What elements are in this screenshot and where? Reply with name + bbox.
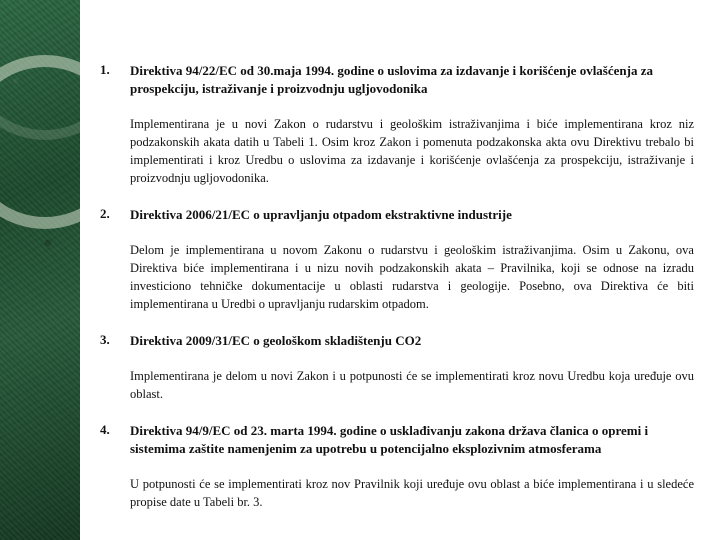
directive-heading: Direktiva 94/9/EC od 23. marta 1994. godine o usklađivanju zakona država članica o opremi i sistemima zaštite namenjenim za upotrebu u potencijalno eksplozivnim atmosferama (130, 423, 649, 456)
directive-item-4 (100, 422, 694, 511)
directive-description: Delom je implementirana u novom Zakonu o rudarstvu i geološkim istraživanjima. Osim u Zakonu, ova Direktiva biće implementirana i u nizu novih podzakonskih akata – Pravilnika, koji se odnose na izradu investiciono tehničke dokumentacije u oblasti rudarstva i geologije. Posebno, ova Direktiva će biti implementirana u Uredbi o upravljanju rudarskim otpadom. (130, 243, 694, 311)
document-content (100, 62, 694, 511)
directive-heading: Direktiva 2006/21/EC o upravljanju otpadom ekstraktivne industrije (130, 207, 512, 222)
decorative-ring (0, 55, 80, 229)
directive-item-1 (100, 62, 694, 187)
directive-description: Implementirana je delom u novi Zakon i u potpunosti će se implementirati kroz novu Uredbu koja uređuje ovu oblast. (130, 369, 694, 401)
item-number: 4. (100, 422, 110, 437)
directive-description: Implementirana je u novi Zakon o rudarstvu i geološkim istraživanjima i biće implementirana kroz niz podzakonskih akata datih u Tabeli 1. Osim kroz Zakon i pomenuta podzakonska akta ovu Direktivu trebalo bi implementirati i kroz Uredbu o uslovima za izdavanje i korišćenje ovlašćenja za prospekciju, istraživanje i proizvodnju ugljovodonika. (130, 117, 694, 185)
directive-heading: Direktiva 94/22/EC od 30.maja 1994. godine o uslovima za izdavanje i korišćenje ovlašćenja za prospekciju, istraživanje i proizvodnju ugljovodonika (130, 63, 653, 96)
item-number: 1. (100, 62, 110, 77)
directive-description: U potpunosti će se implementirati kroz nov Pravilnik koji uređuje ovu oblast a biće implementirana i u sledeće propise date u Tabeli br. 3. (130, 477, 694, 509)
item-number: 3. (100, 332, 110, 347)
directive-item-3 (100, 332, 694, 403)
directive-item-2 (100, 206, 694, 313)
directive-heading: Direktiva 2009/31/EC o geološkom skladištenju CO2 (130, 333, 422, 348)
decorative-side-panel (0, 0, 80, 540)
item-number: 2. (100, 206, 110, 221)
